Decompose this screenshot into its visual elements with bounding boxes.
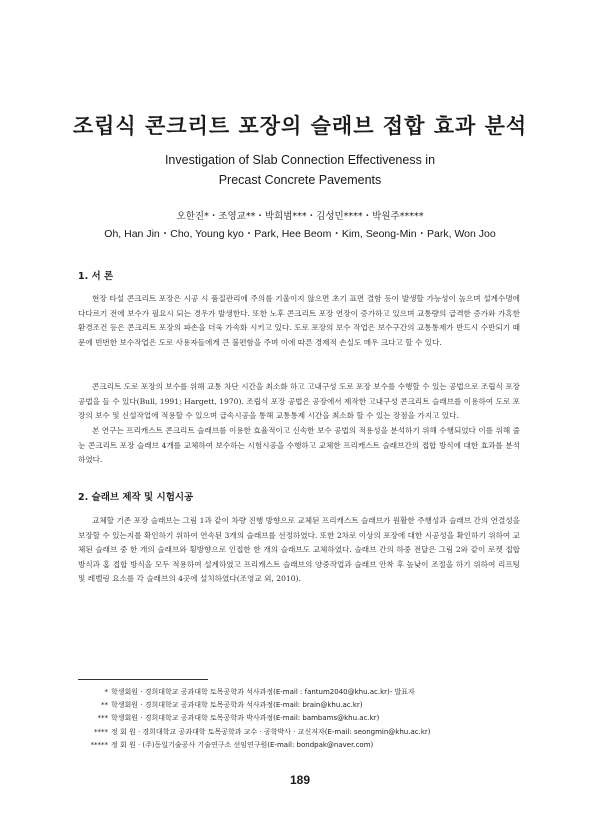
footnote-text: 정 회 원 · (주)동일기술공사 기술연구소 선임연구원(E-mail: bondpak@naver.com) — [111, 740, 374, 749]
footnote-mark: ***** — [90, 740, 108, 749]
footnote-text: 학생회원 · 경희대학교 공과대학 토목공학과 박사과정(E-mail: bambams@khu.ac.kr) — [111, 714, 380, 723]
footnote-mark: **** — [94, 727, 108, 736]
footnote-mark: * — [104, 688, 108, 696]
section-2-paragraph-1: 교체할 기존 포장 슬래브는 그림 1과 같이 차량 진행 방향으로 교체된 프리캐스트 슬래브가 원활한 주행성과 슬래브 간의 연결성을 보장할 수 있는지를 확인하기 위하여 연속된 3개의 슬래브를 선정하였다. 또한 2차로 이상의 포장에 대한 시공성을 확인하기 위하여 교체된 슬래브 중 한 개의 슬래브와 횡방향으로 인접한 한 개의 슬래브도 교체하였다. 슬래브 간의 하중 전달은 그림 2와 같이 로켓 접합 방식과 홈 접합 방식을 모두 적용하여 설계하였고 프리캐스트 슬래브의 양중작업과 슬래브 안착 후 높낮이 조절을 하기 위하여 리프팅 및 레벨링 요소를 각 슬래브의 4곳에 설치하였다(조영교 외, 2010). — [78, 516, 520, 584]
section-2-heading: 2. 슬래브 제작 및 시험시공 — [78, 492, 194, 503]
english-title-line-1: Investigation of Slab Connection Effectiveness in — [164, 153, 436, 167]
footnote-item — [78, 686, 538, 699]
section-1-paragraph-3: 본 연구는 프리캐스트 콘크리트 슬래브를 이용한 효율적이고 신속한 보수 공법의 적용성을 분석하기 위해 수행되었다 이를 위해 줄눈 콘크리트 포장 슬래브 4개를 교체하여 보수하는 시험시공을 수행하고 교체한 프리캐스트 슬래브간의 접합 방식에 대한 효과를 분석하였다. — [78, 426, 520, 465]
english-title-line-2: Precast Concrete Pavements — [218, 173, 382, 187]
footnote-item — [78, 699, 538, 712]
authors-korean: 오한진*・조영교**・박희범***・김성민****・박원주***** — [176, 211, 424, 222]
section-1-paragraph-2: 콘크리트 도로 포장의 보수를 위해 교통 차단 시간을 최소화 하고 고내구성 도로 포장 보수를 수행할 수 있는 공법으로 조립식 포장 공법을 들 수 있다(Bull, 1991; Hargett, 1970). 조립식 포장 공법은 공장에서 제작한 고내구성 콘크리트 슬래브를 이용하여 도로 포장의 보수 및 신설작업에 적용할 수 있으며 급속시공을 통해 교통통제 시간을 최소화 할 수 있는 장점을 가지고 있다. — [78, 382, 520, 421]
footnote-item — [78, 712, 538, 725]
footnote-item — [78, 739, 538, 752]
footnote-item — [78, 726, 538, 739]
english-title — [0, 150, 600, 190]
footnote-text: 정 회 원 · 경희대학교 공과대학 토목공학과 교수 · 공학박사 · 교신저자(E-mail: seongmin@khu.ac.kr) — [111, 727, 431, 736]
footnotes — [78, 686, 538, 752]
footnote-divider — [78, 679, 208, 680]
page-number: 189 — [289, 773, 311, 787]
section-1-paragraph-1: 현장 타설 콘크리트 포장은 시공 시 품질관리에 주의를 기울이지 않으면 초기 표면 결함 등이 발생할 가능성이 높으며 설계수명에 다다르기 전에 보수가 필요시 되는 경우가 발생한다. 또한 노후 콘크리트 포장 연장이 증가하고 있으며 교통량의 급격한 증가와 가혹한 환경조건 등은 콘크리트 포장의 파손을 더욱 가속화 시키고 있다. 도로 포장의 보수 작업은 보수구간의 교통통제가 반드시 수반되기 때문에 빈번한 보수작업은 도로 사용자들에게 큰 불편함을 주며 이에 따른 경제적 손실도 매우 크다고 할 수 있다. — [78, 294, 520, 347]
footnote-text: 학생회원 · 경희대학교 공과대학 토목공학과 석사과정(E-mail: brain@khu.ac.kr) — [111, 701, 363, 710]
footnote-mark: *** — [97, 714, 108, 723]
footnote-mark: ** — [101, 701, 108, 710]
section-1-heading: 1. 서 론 — [78, 271, 114, 282]
authors-english: Oh, Han Jin・Cho, Young kyo・Park, Hee Beom・Kim, Seong-Min・Park, Won Joo — [104, 228, 496, 240]
korean-title: 조립식 콘크리트 포장의 슬래브 접합 효과 분석 — [72, 114, 528, 138]
footnote-text: 학생회원 · 경희대학교 공과대학 토목공학과 석사과정(E-mail : fantum2040@khu.ac.kr)- 발표자 — [111, 688, 415, 696]
